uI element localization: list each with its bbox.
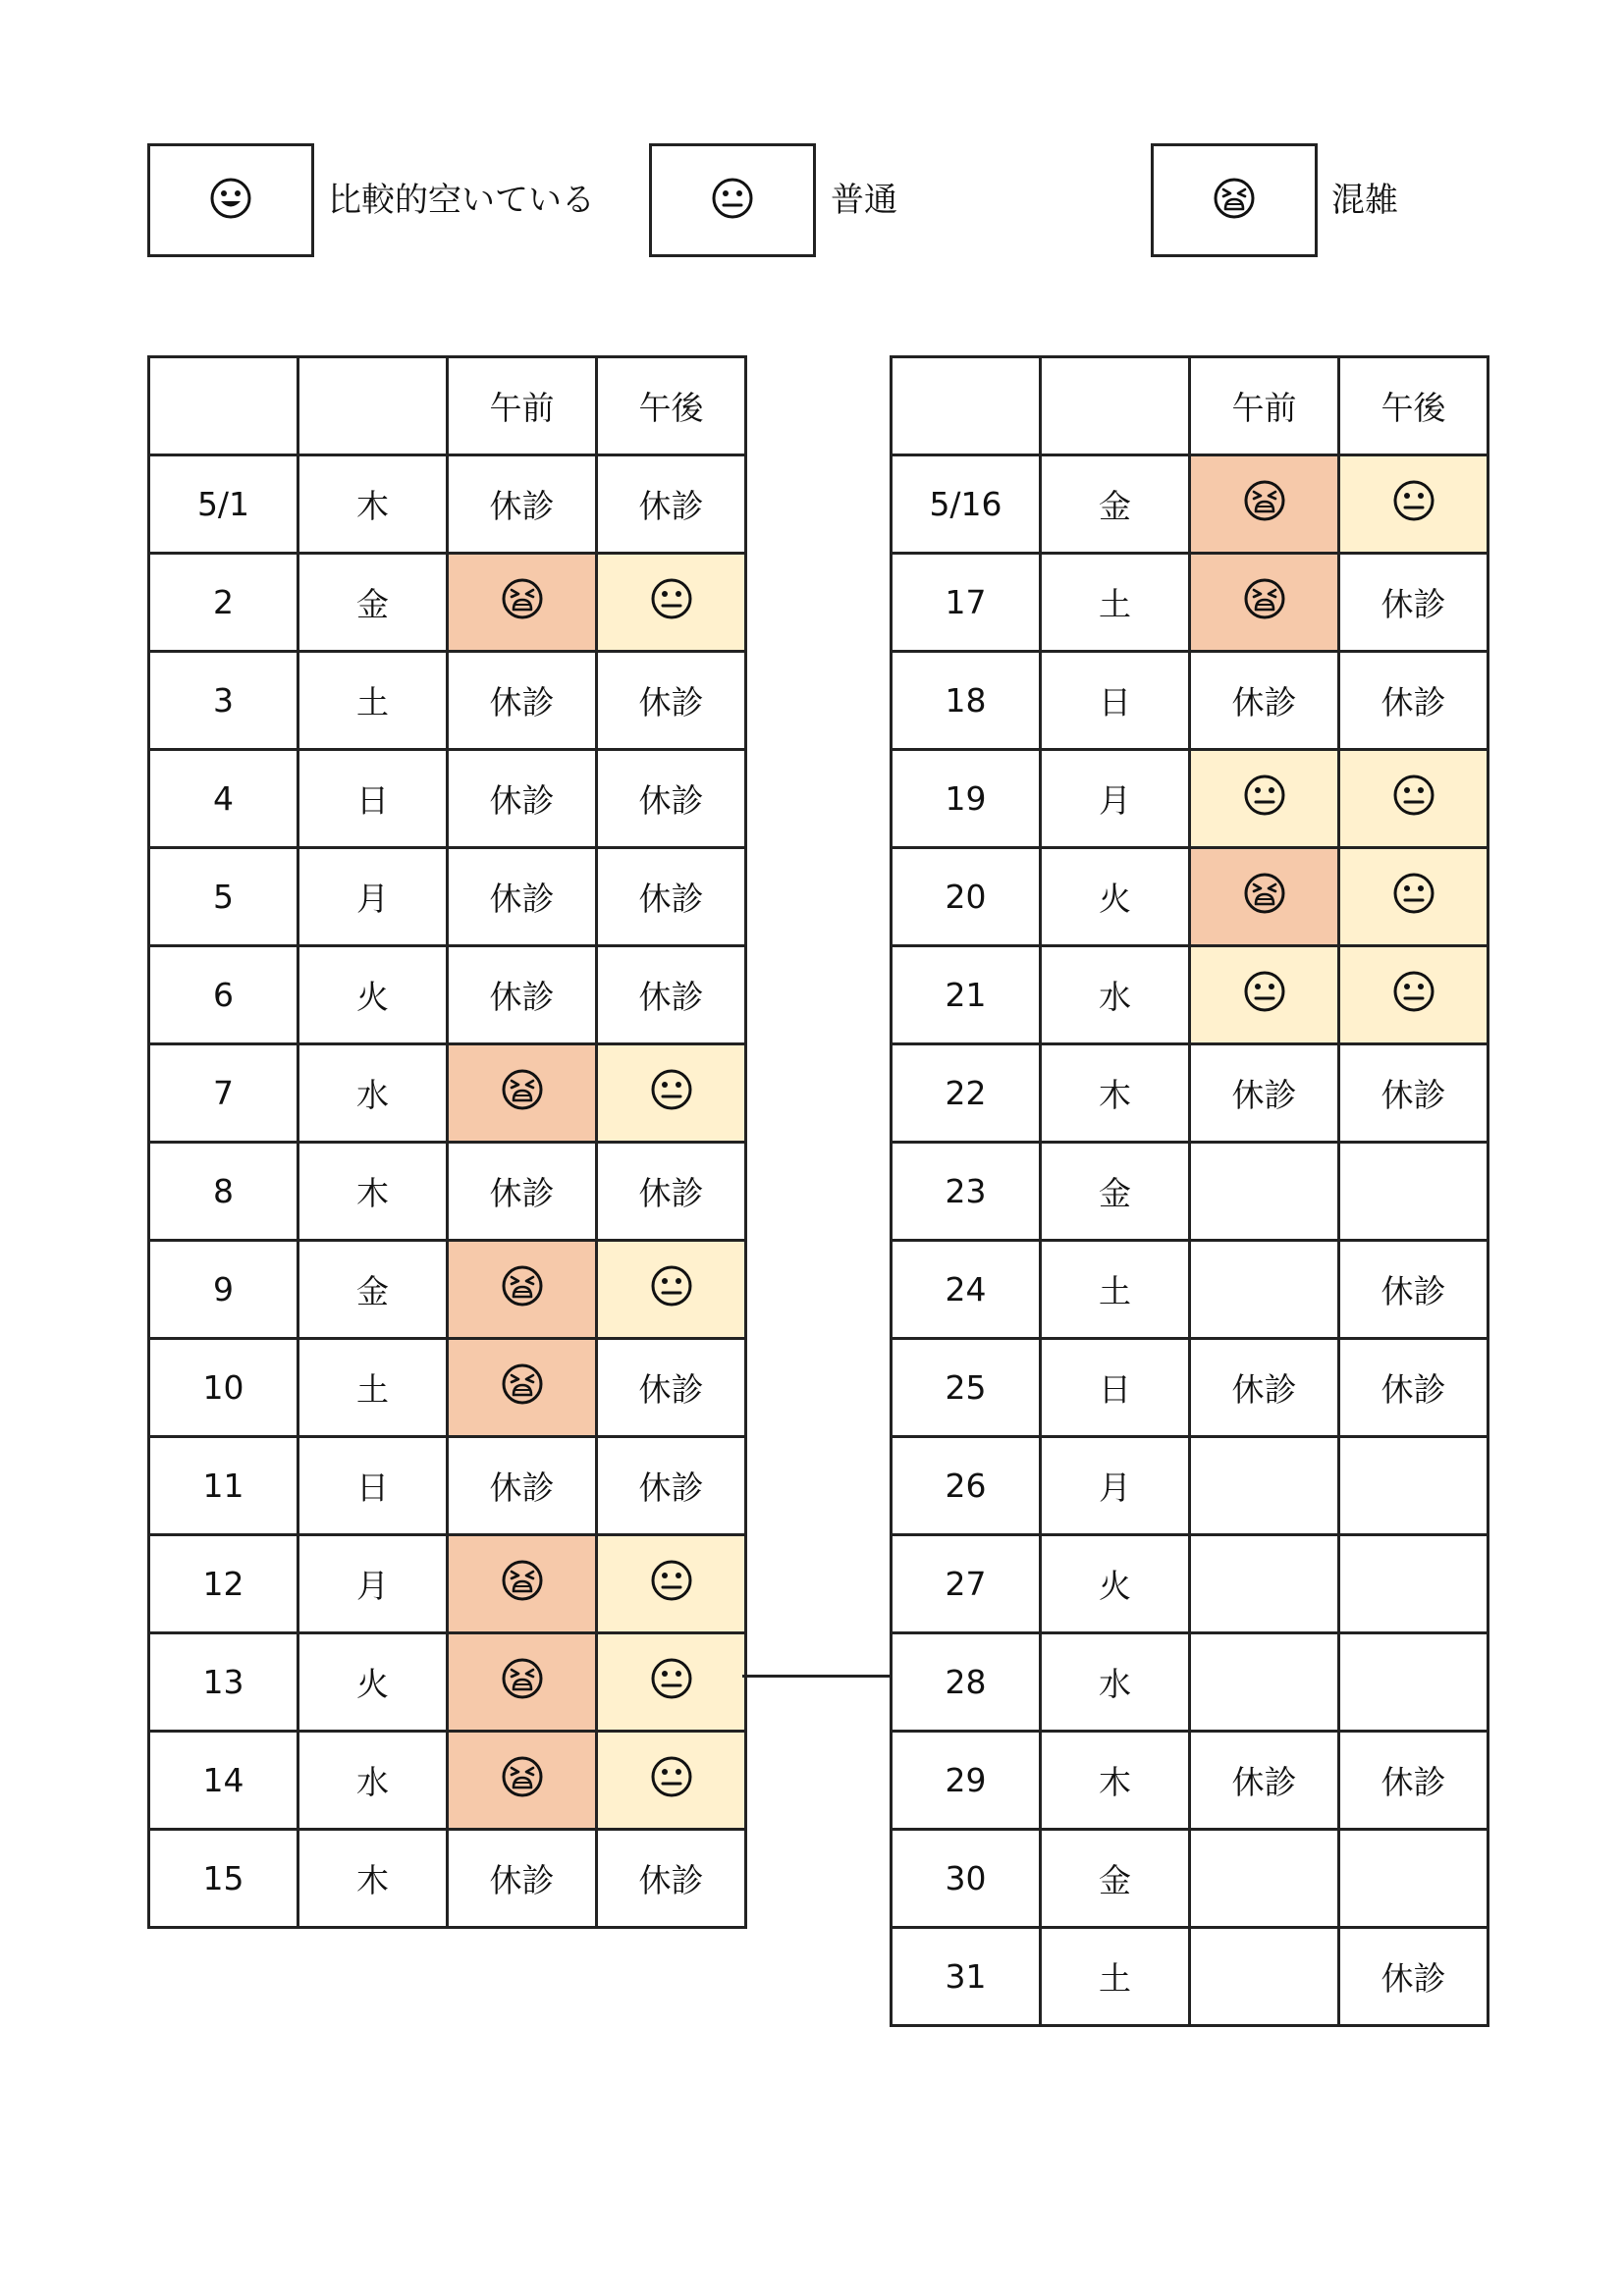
weekday-cell: 月 [1041,750,1190,848]
legend-label-normal: 普通 [831,181,897,220]
pm-cell-closed: 休診 [1339,1241,1489,1339]
table-row [892,946,1489,1044]
table-row [892,1143,1489,1241]
weekday-cell: 水 [1041,1633,1190,1732]
tired-face-icon [501,577,544,628]
date-cell: 15 [149,1830,298,1928]
legend-label-crowded: 混雑 [1331,181,1398,220]
weekday-cell: 金 [298,554,448,652]
date-cell: 3 [149,652,298,750]
weekday-cell: 木 [1041,1732,1190,1830]
table-row [892,1928,1489,2026]
table-row [149,1437,746,1535]
table-row [149,1241,746,1339]
neutral-face-icon [650,1755,693,1806]
am-cell-closed: 休診 [1190,652,1339,750]
weekday-cell: 土 [1041,1241,1190,1339]
date-cell: 28 [892,1633,1041,1732]
header-blank [892,357,1041,455]
weekday-cell: 金 [1041,455,1190,554]
pm-cell-closed: 休診 [597,750,746,848]
weekday-cell: 金 [1041,1830,1190,1928]
table-row [149,1732,746,1830]
table-row [892,652,1489,750]
date-cell: 30 [892,1830,1041,1928]
am-cell-blank [1190,1437,1339,1535]
date-cell: 5 [149,848,298,946]
am-cell-closed: 休診 [1190,1044,1339,1143]
table-row [149,946,746,1044]
am-cell-crowded [1190,848,1339,946]
weekday-cell: 月 [298,848,448,946]
pm-cell-normal [1339,455,1489,554]
pm-cell-normal [1339,750,1489,848]
neutral-face-icon [650,1264,693,1315]
weekday-cell: 土 [1041,1928,1190,2026]
date-cell: 14 [149,1732,298,1830]
table-row [892,455,1489,554]
header-row [892,357,1489,455]
weekday-cell: 火 [298,1633,448,1732]
date-cell: 11 [149,1437,298,1535]
pm-cell-closed: 休診 [1339,1339,1489,1437]
am-cell-crowded [1190,554,1339,652]
pm-cell-normal [597,554,746,652]
am-cell-closed: 休診 [448,455,597,554]
am-cell-closed: 休診 [448,652,597,750]
neutral-face-icon [1392,774,1435,825]
table-row [149,1633,746,1732]
table-row [149,455,746,554]
weekday-cell: 木 [298,1143,448,1241]
table-row [149,848,746,946]
header-am: 午前 [1190,357,1339,455]
date-cell: 5/16 [892,455,1041,554]
am-cell-blank [1190,1928,1339,2026]
table-row [892,1732,1489,1830]
am-cell-normal [1190,946,1339,1044]
pm-cell-normal [597,1044,746,1143]
am-cell-blank [1190,1535,1339,1633]
date-cell: 9 [149,1241,298,1339]
header-blank [298,357,448,455]
neutral-face-icon [650,1657,693,1708]
pm-cell-closed: 休診 [597,946,746,1044]
neutral-face-icon [1392,872,1435,923]
am-cell-crowded [448,1732,597,1830]
weekday-cell: 日 [298,750,448,848]
tired-face-icon [501,1362,544,1414]
pm-cell-closed: 休診 [597,1143,746,1241]
table-row [892,1830,1489,1928]
pm-cell-blank [1339,1143,1489,1241]
tired-face-icon [501,1264,544,1315]
am-cell-closed: 休診 [1190,1339,1339,1437]
tired-face-icon [1243,577,1286,628]
neutral-face-icon [650,1559,693,1610]
pm-cell-normal [597,1241,746,1339]
date-cell: 24 [892,1241,1041,1339]
tired-face-icon [501,1068,544,1119]
weekday-cell: 月 [1041,1437,1190,1535]
schedule-table-left [147,355,747,1929]
pm-cell-blank [1339,1830,1489,1928]
am-cell-blank [1190,1633,1339,1732]
header-blank [1041,357,1190,455]
header-am: 午前 [448,357,597,455]
am-cell-crowded [448,1044,597,1143]
date-cell: 5/1 [149,455,298,554]
date-cell: 8 [149,1143,298,1241]
am-cell-blank [1190,1241,1339,1339]
tired-face-icon [501,1755,544,1806]
table-row [149,652,746,750]
weekday-cell: 水 [298,1732,448,1830]
tired-face-icon [1213,177,1256,224]
tired-face-icon [1243,872,1286,923]
am-cell-blank [1190,1143,1339,1241]
legend-swatch-crowded [1151,143,1318,257]
pm-cell-closed: 休診 [597,652,746,750]
table-row [892,750,1489,848]
pm-cell-closed: 休診 [597,1437,746,1535]
table-row [149,1044,746,1143]
neutral-face-icon [650,1068,693,1119]
pm-cell-closed: 休診 [597,848,746,946]
date-cell: 25 [892,1339,1041,1437]
weekday-cell: 日 [1041,652,1190,750]
pm-cell-normal [1339,946,1489,1044]
date-cell: 4 [149,750,298,848]
am-cell-closed: 休診 [448,750,597,848]
weekday-cell: 月 [298,1535,448,1633]
weekday-cell: 金 [1041,1143,1190,1241]
date-cell: 29 [892,1732,1041,1830]
pm-cell-closed: 休診 [1339,1044,1489,1143]
am-cell-crowded [448,1535,597,1633]
pm-cell-normal [597,1535,746,1633]
am-cell-closed: 休診 [448,1437,597,1535]
weekday-cell: 水 [298,1044,448,1143]
table-row [149,1535,746,1633]
am-cell-crowded [448,1339,597,1437]
am-cell-crowded [448,1633,597,1732]
am-cell-crowded [1190,455,1339,554]
date-cell: 18 [892,652,1041,750]
table-row [892,848,1489,946]
tired-face-icon [1243,479,1286,530]
date-cell: 27 [892,1535,1041,1633]
pm-cell-normal [1339,848,1489,946]
am-cell-closed: 休診 [448,946,597,1044]
am-cell-blank [1190,1830,1339,1928]
pm-cell-blank [1339,1535,1489,1633]
table-row [149,554,746,652]
table-connector-line [742,1675,890,1678]
table-row [892,554,1489,652]
date-cell: 23 [892,1143,1041,1241]
am-cell-normal [1190,750,1339,848]
pm-cell-normal [597,1633,746,1732]
date-cell: 31 [892,1928,1041,2026]
table-row [149,750,746,848]
table-row [892,1044,1489,1143]
table-row [892,1437,1489,1535]
pm-cell-closed: 休診 [597,455,746,554]
date-cell: 6 [149,946,298,1044]
weekday-cell: 土 [298,652,448,750]
smile-face-icon [209,177,252,224]
pm-cell-closed: 休診 [1339,1732,1489,1830]
date-cell: 21 [892,946,1041,1044]
date-cell: 26 [892,1437,1041,1535]
tired-face-icon [501,1657,544,1708]
date-cell: 17 [892,554,1041,652]
weekday-cell: 土 [1041,554,1190,652]
table-row [892,1241,1489,1339]
pm-cell-closed: 休診 [1339,652,1489,750]
am-cell-closed: 休診 [448,1143,597,1241]
weekday-cell: 日 [1041,1339,1190,1437]
neutral-face-icon [1392,479,1435,530]
tired-face-icon [501,1559,544,1610]
neutral-face-icon [650,577,693,628]
date-cell: 13 [149,1633,298,1732]
weekday-cell: 日 [298,1437,448,1535]
legend-swatch-normal [649,143,816,257]
weekday-cell: 金 [298,1241,448,1339]
am-cell-closed: 休診 [448,848,597,946]
table-row [892,1339,1489,1437]
legend-swatch-empty [147,143,314,257]
pm-cell-closed: 休診 [597,1830,746,1928]
date-cell: 7 [149,1044,298,1143]
neutral-face-icon [1243,774,1286,825]
header-pm: 午後 [597,357,746,455]
date-cell: 20 [892,848,1041,946]
pm-cell-blank [1339,1633,1489,1732]
weekday-cell: 木 [1041,1044,1190,1143]
am-cell-crowded [448,1241,597,1339]
date-cell: 10 [149,1339,298,1437]
weekday-cell: 木 [298,455,448,554]
date-cell: 12 [149,1535,298,1633]
table-row [892,1535,1489,1633]
table-row [149,1339,746,1437]
neutral-face-icon [711,177,754,224]
pm-cell-closed: 休診 [1339,554,1489,652]
weekday-cell: 水 [1041,946,1190,1044]
am-cell-crowded [448,554,597,652]
pm-cell-normal [597,1732,746,1830]
neutral-face-icon [1243,970,1286,1021]
table-row [892,1633,1489,1732]
header-blank [149,357,298,455]
neutral-face-icon [1392,970,1435,1021]
weekday-cell: 火 [298,946,448,1044]
schedule-table-right [890,355,1489,2027]
date-cell: 19 [892,750,1041,848]
weekday-cell: 火 [1041,848,1190,946]
pm-cell-closed: 休診 [1339,1928,1489,2026]
am-cell-closed: 休診 [448,1830,597,1928]
legend-label-empty: 比較的空いている [328,181,595,220]
pm-cell-closed: 休診 [597,1339,746,1437]
pm-cell-blank [1339,1437,1489,1535]
date-cell: 22 [892,1044,1041,1143]
header-pm: 午後 [1339,357,1489,455]
date-cell: 2 [149,554,298,652]
am-cell-closed: 休診 [1190,1732,1339,1830]
table-row [149,1143,746,1241]
weekday-cell: 木 [298,1830,448,1928]
weekday-cell: 土 [298,1339,448,1437]
table-row [149,1830,746,1928]
weekday-cell: 火 [1041,1535,1190,1633]
header-row [149,357,746,455]
